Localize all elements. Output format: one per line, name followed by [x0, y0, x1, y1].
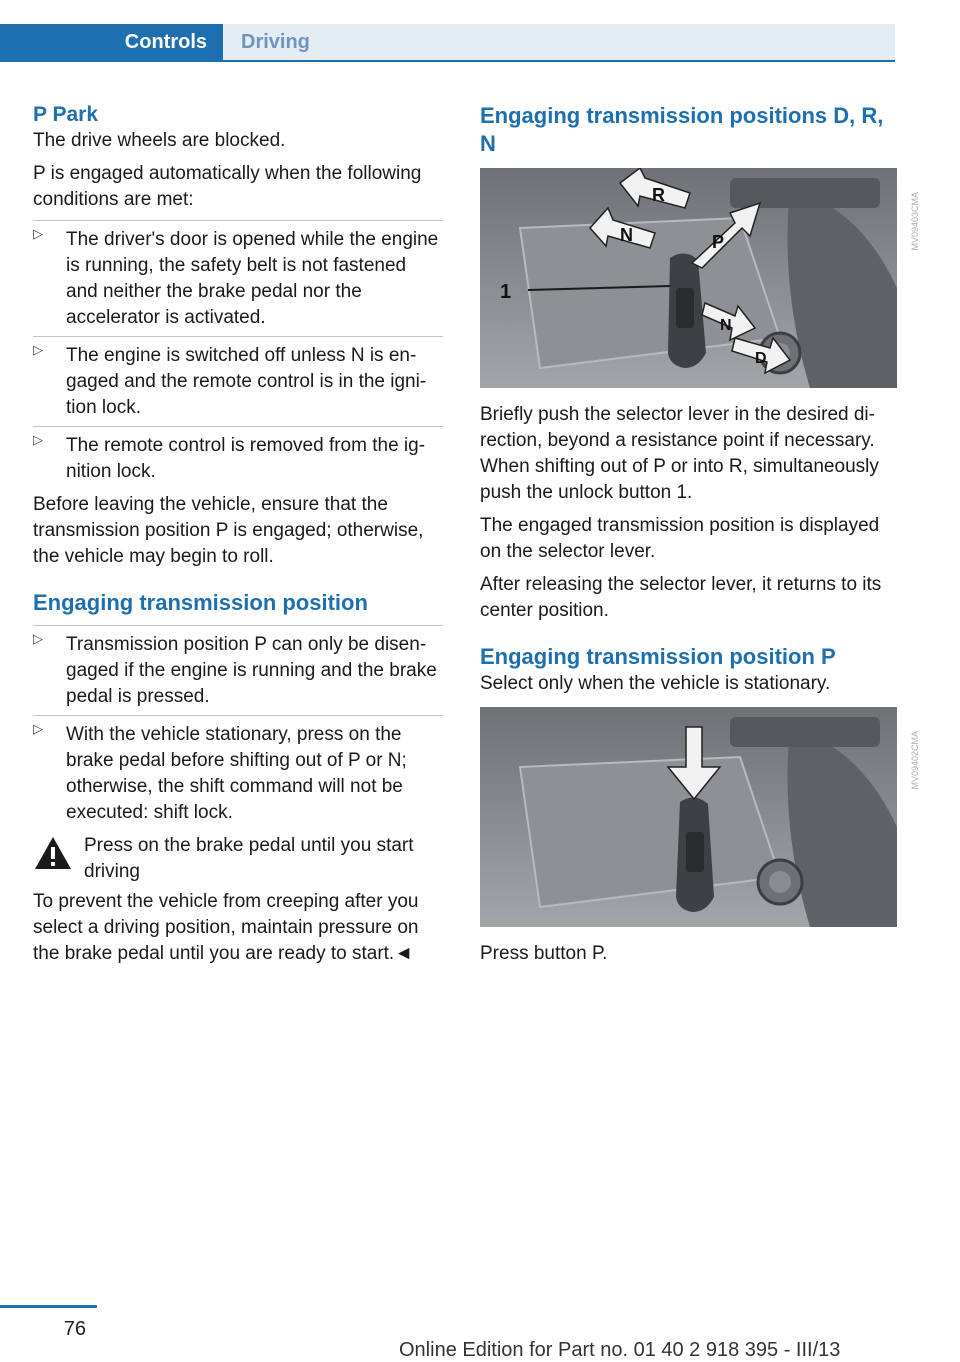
arrow-label-n-up: N: [620, 225, 633, 245]
header-rule: [0, 60, 895, 62]
footer-rule: [0, 1305, 97, 1308]
figure-code: MV09403CMA: [910, 192, 920, 251]
figure-image: [480, 707, 897, 927]
engage-heading: Engaging transmission position: [33, 590, 368, 615]
list-item: ▷ With the vehicle stationary, press on the brake pedal before shifting out of P or N; otherwise, the shift command will not be executed: shift lock.: [33, 715, 443, 826]
park-heading: P Park: [33, 103, 98, 126]
arrow-label-p: P: [712, 232, 725, 252]
park-paragraph-1: The drive wheels are blocked.: [33, 130, 286, 151]
triangle-bullet-icon: ▷: [33, 226, 43, 241]
figure-selector-lever-p: [480, 707, 920, 927]
footer-edition: Online Edition for Part no. 01 40 2 918 395 - III/13: [399, 1339, 841, 1361]
arrow-label-n-down: N: [720, 317, 732, 334]
page-header: [0, 24, 895, 62]
triangle-bullet-icon: ▷: [33, 342, 43, 357]
park-bullet-list: [33, 220, 443, 485]
drn-heading: Engaging transmission positions D, R, N: [480, 103, 884, 156]
triangle-bullet-icon: ▷: [33, 631, 43, 646]
right-column: [480, 102, 920, 974]
warning-note: [33, 833, 443, 885]
drn-paragraph-3: After releasing the selector lever, it returns to its center position.: [480, 574, 882, 621]
list-item: ▷ The engine is switched off unless N is engaged and the remote control is in the ignition lock.: [33, 336, 443, 421]
warning-paragraph: To prevent the vehicle from creeping after you select a driving position, maintain pressure on the brake pedal until you are ready to start.◄: [33, 891, 419, 964]
figure-image: [480, 168, 897, 388]
list-item: ▷ Transmission position P can only be disengaged if the engine is running and the brake pedal is pressed.: [33, 625, 443, 710]
list-item: ▷ The remote control is removed from the ignition lock.: [33, 426, 443, 485]
arrow-label-d: D: [755, 350, 767, 367]
figure-selector-lever-drn: [480, 168, 920, 388]
tab-driving[interactable]: Driving: [223, 24, 895, 60]
park-paragraph-2: P is engaged automatically when the following conditions are met:: [33, 163, 422, 210]
p-paragraph-1: Select only when the vehicle is stationary.: [480, 673, 831, 694]
warning-triangle-icon: [33, 835, 73, 871]
drn-paragraph-1: Briefly push the selector lever in the desired direction, beyond a resistance point if necessary. When shifting out of P or into R, simultaneously push the unlock button 1.: [480, 404, 879, 503]
triangle-bullet-icon: ▷: [33, 721, 43, 736]
p-paragraph-2: Press button P.: [480, 943, 608, 964]
warning-text: Press on the brake pedal until you start driving: [84, 835, 414, 882]
engage-bullet-list: [33, 625, 443, 826]
park-paragraph-3: Before leaving the vehicle, ensure that the transmission position P is engaged; otherwise, the vehicle may begin to roll.: [33, 494, 424, 567]
figure-code: MV09402CMA: [910, 731, 920, 790]
left-column: [33, 102, 443, 974]
drn-paragraph-2: The engaged transmission position is displayed on the selector lever.: [480, 515, 880, 562]
arrow-label-r: R: [652, 185, 665, 205]
tab-controls[interactable]: Controls: [0, 24, 223, 60]
list-item: ▷ The driver's door is opened while the engine is running, the safety belt is not fastened and neither the brake pedal nor the accelerator is activated.: [33, 220, 443, 331]
p-heading: Engaging transmission position P: [480, 644, 836, 669]
triangle-bullet-icon: ▷: [33, 432, 43, 447]
page-number: 76: [63, 1318, 86, 1340]
callout-1: 1: [500, 281, 512, 303]
